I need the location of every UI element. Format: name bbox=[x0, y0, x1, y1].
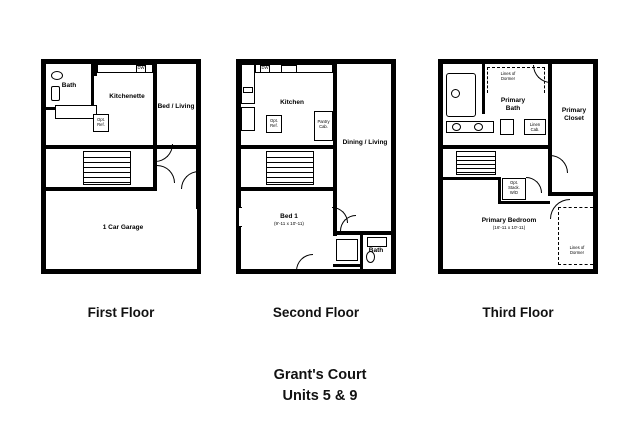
wall-hall-bottom bbox=[443, 177, 501, 180]
first-floor-title: First Floor bbox=[87, 305, 155, 320]
room-label-bed1: Bed 1 (9'-11 x 10'-11) bbox=[264, 213, 314, 227]
room-label-primary-bedroom: Primary Bedroom (16'-11 x 10'-11) bbox=[466, 217, 552, 231]
second-floor-stair bbox=[266, 151, 314, 185]
dormer-label-bottom: Lines of Dormer bbox=[569, 245, 585, 256]
room-label-bath: Bath bbox=[61, 82, 77, 89]
primary-toilet bbox=[500, 119, 514, 135]
third-floor-title: Third Floor bbox=[482, 305, 554, 320]
wall-bath-left-3 bbox=[482, 64, 485, 114]
opt-ref-label: Opt. Ref. bbox=[97, 117, 105, 128]
tub-drain bbox=[451, 89, 460, 98]
second-floor-title: Second Floor bbox=[272, 305, 360, 320]
wall-kitchen-bottom bbox=[241, 145, 336, 149]
linen-cab-label: Linen Cab. bbox=[529, 122, 541, 133]
room-label-bed-living: Bed / Living bbox=[157, 103, 195, 110]
room-label-garage: 1 Car Garage bbox=[102, 224, 144, 231]
sheet-title-block bbox=[0, 365, 640, 407]
vanity-sink-1 bbox=[452, 123, 461, 131]
bath-sink bbox=[51, 71, 63, 80]
wall-horizontal-mid bbox=[46, 145, 196, 149]
room-label-primary-bath: Primary Bath bbox=[500, 97, 526, 113]
wall-stub bbox=[196, 179, 200, 180]
opt-ref-label-2: Opt. Ref. bbox=[270, 118, 278, 129]
room-dim-primary-bedroom: (16'-11 x 10'-11) bbox=[492, 225, 526, 231]
kitchenette-island bbox=[55, 105, 97, 119]
vanity-sink-2 bbox=[474, 123, 483, 131]
kitchen-counter-left bbox=[241, 64, 255, 104]
window-left bbox=[239, 207, 242, 227]
pantry-cab-label: Pantry Cab. bbox=[317, 119, 330, 130]
wall-closet-bottom bbox=[548, 192, 593, 196]
first-floor-stair bbox=[83, 151, 131, 185]
third-floor-plan bbox=[438, 59, 598, 274]
kitchen-range bbox=[281, 65, 297, 73]
garage-door-opening bbox=[195, 209, 197, 269]
wall-bath-bottom-3 bbox=[443, 145, 551, 149]
kitchen-counter-left2 bbox=[241, 107, 255, 131]
room-label-kitchen: Kitchen bbox=[280, 99, 304, 106]
bath-vanity bbox=[367, 237, 387, 247]
wall-laundry-bottom bbox=[498, 201, 550, 204]
room-label-dining-living: Dining / Living bbox=[342, 139, 388, 146]
room-dim-bed1: (9'-11 x 10'-11) bbox=[274, 221, 304, 227]
dormer-label-top: Lines of Dormer bbox=[500, 71, 516, 82]
dw-label: DW bbox=[137, 65, 145, 70]
room-label-bath2: Bath bbox=[368, 247, 384, 254]
wall-bed1-top bbox=[241, 187, 337, 191]
second-floor-plan bbox=[236, 59, 396, 274]
unit-numbers: Units 5 & 9 bbox=[282, 388, 358, 405]
wall-bath-bottom2 bbox=[333, 264, 363, 267]
project-name: Grant's Court bbox=[273, 367, 367, 383]
bath-shower bbox=[336, 239, 358, 261]
wall-garage-top bbox=[46, 187, 156, 191]
kitchen-sink bbox=[243, 87, 253, 93]
first-floor-plan bbox=[41, 59, 201, 274]
third-floor-stair bbox=[456, 151, 496, 175]
room-label-primary-closet: Primary Closet bbox=[561, 107, 587, 123]
room-label-kitchenette: Kitchenette bbox=[109, 93, 145, 100]
opt-stack-wd-label: Opt. Stack. W/D bbox=[508, 180, 520, 196]
dw-label-2: DW bbox=[261, 65, 269, 70]
